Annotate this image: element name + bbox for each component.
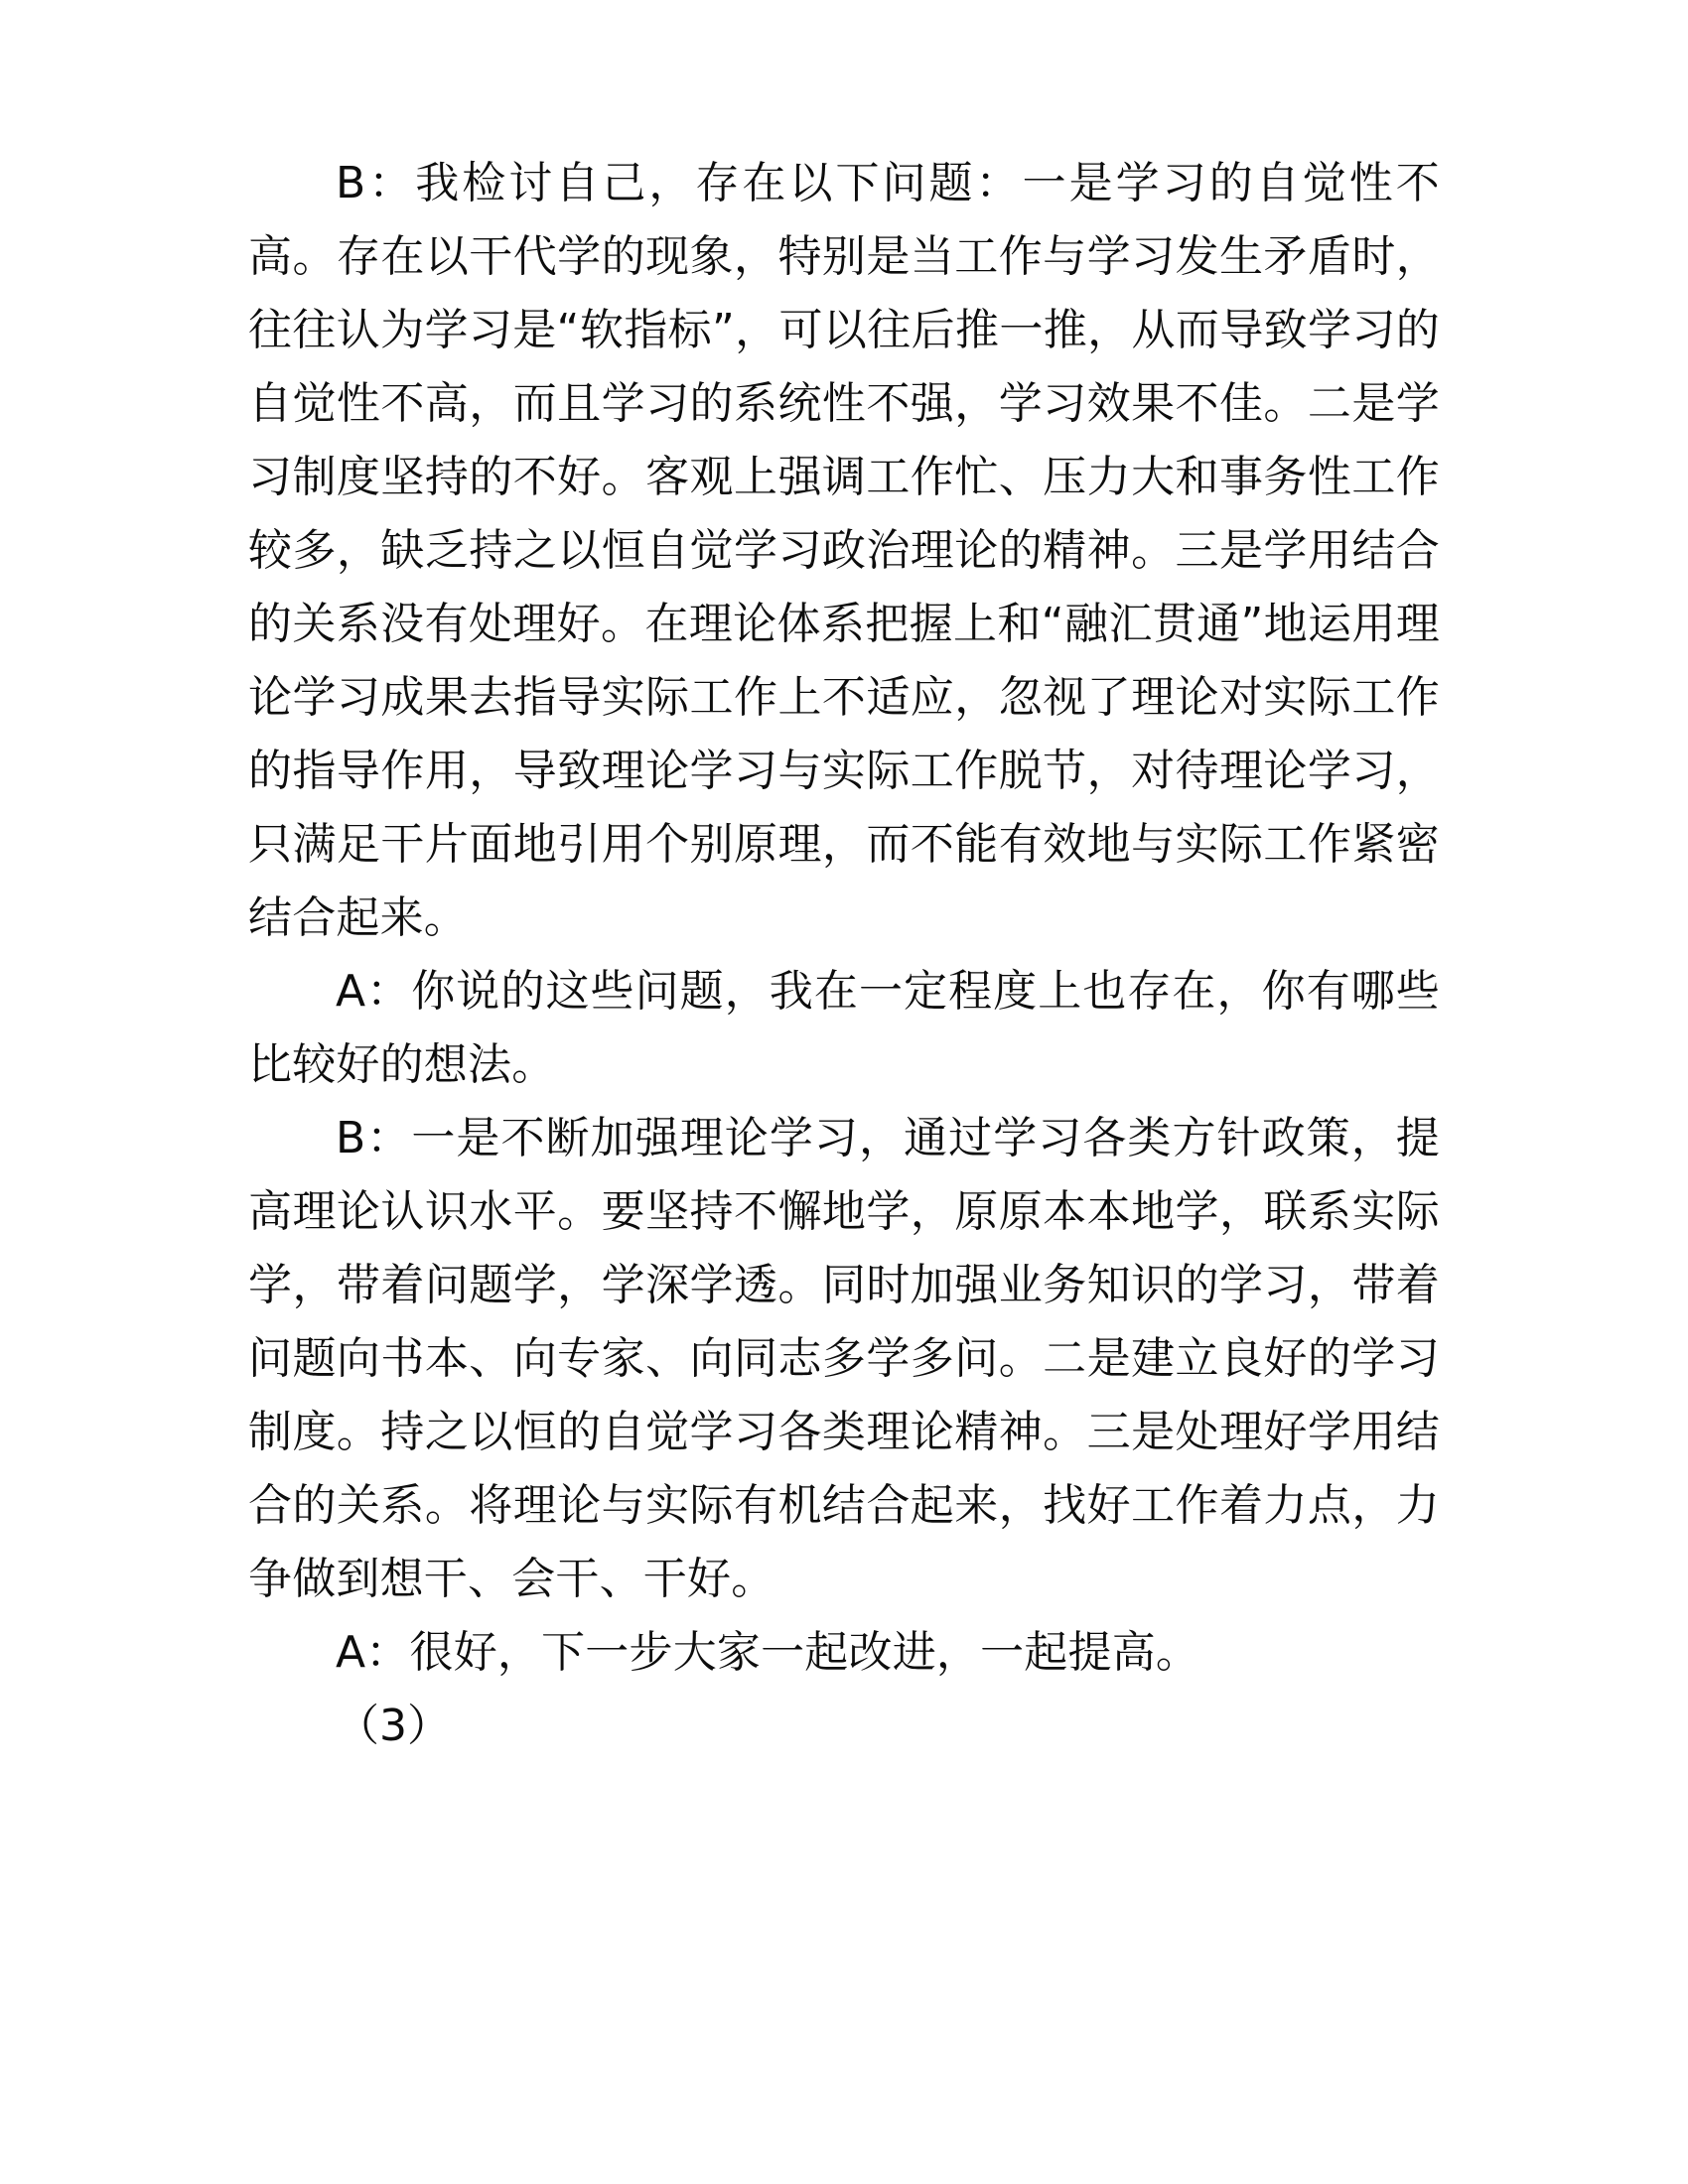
paragraph-speaker-a-response: A：你说的这些问题，我在一定程度上也存在，你有哪些比较好的想法。: [248, 966, 1440, 1090]
document-body: [248, 147, 1440, 1763]
paragraph-speaker-b-measures: B：一是不断加强理论学习，通过学习各类方针政策，提高理论认识水平。要坚持不懈地学，原原本本地学，联系实际学，带着问题学，学深学透。同时加强业务知识的学习，带着问题向书本、向专家、向同志多学多问。二是建立良好的学习制度。持之以恒的自觉学习各类理论精神。三是处理好学用结合的关系。将理论与实际有机结合起来，找好工作着力点，力争做到想干、会干、干好。: [248, 1113, 1440, 1604]
paragraph-speaker-b-problems: B：我检讨自己，存在以下问题：一是学习的自觉性不高。存在以干代学的现象，特别是当工作与学习发生矛盾时，往往认为学习是“软指标”，可以往后推一推，从而导致学习的自觉性不高，而且学习的系统性不强，学习效果不佳。二是学习制度坚持的不好。客观上强调工作忙、压力大和事务性工作较多，缺乏持之以恒自觉学习政治理论的精神。三是学用结合的关系没有处理好。在理论体系把握上和“融汇贯通”地运用理论学习成果去指导实际工作上不适应，忽视了理论对实际工作的指导作用，导致理论学习与实际工作脱节，对待理论学习，只满足干片面地引用个别原理，而不能有效地与实际工作紧密结合起来。: [248, 158, 1440, 943]
section-marker: （3）: [336, 1701, 451, 1751]
paragraph-speaker-a-closing: A：很好，下一步大家一起改进，一起提高。: [336, 1627, 1200, 1678]
